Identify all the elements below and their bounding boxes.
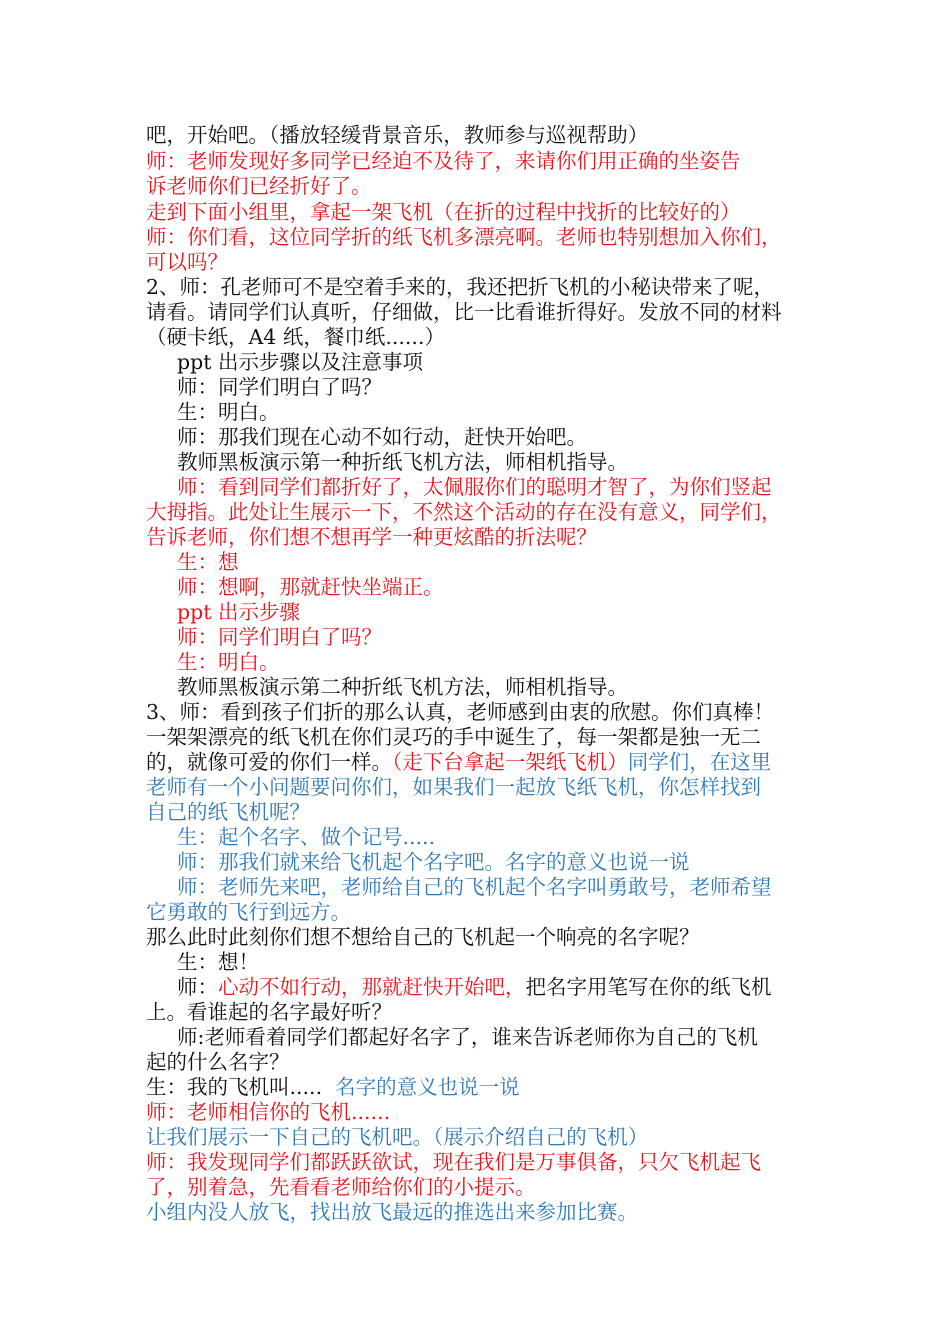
text-line: 那么此时此刻你们想不想给自己的飞机起一个响亮的名字呢？	[146, 925, 700, 949]
text-line: 师：老师先来吧，老师给自己的飞机起个名字叫勇敢号，老师希望	[177, 875, 772, 899]
text-line: 小组内没人放飞，找出放飞最远的推选出来参加比赛。	[146, 1200, 638, 1224]
text-line: 吧，开始吧。（播放轻缓背景音乐，教师参与巡视帮助）	[146, 123, 649, 147]
text-line: 师：同学们明白了吗？	[177, 625, 382, 649]
text-line: ppt 出示步骤以及注意事项	[177, 350, 423, 374]
text-line: 老师有一个小问题要问你们，如果我们一起放飞纸飞机，你怎样找到	[146, 775, 761, 799]
text-line: 生：明白。	[177, 400, 280, 424]
text-line: 生：想！	[177, 950, 259, 974]
text-line: 生：起个名字、做个记号.....	[177, 825, 436, 849]
text-line: 告诉老师，你们想不想再学一种更炫酷的折法呢？	[146, 525, 597, 549]
text-line: 让我们展示一下自己的飞机吧。（展示介绍自己的飞机）	[146, 1125, 649, 1149]
text-line: 师：我发现同学们都跃跃欲试，现在我们是万事俱备，只欠飞机起飞	[146, 1150, 761, 1174]
text-line: 教师黑板演示第二种折纸飞机方法，师相机指导。	[177, 675, 628, 699]
text-line: 师：老师相信你的飞机......	[146, 1100, 391, 1124]
text-line: 师：那我们就来给飞机起个名字吧。名字的意义也说一说	[177, 850, 690, 874]
text-line	[177, 975, 772, 1000]
text-segment: 把名字用笔写在你的纸飞机	[525, 975, 772, 999]
text-line: 教师黑板演示第一种折纸飞机方法，师相机指导。	[177, 450, 628, 474]
text-line: 起的什么名字？	[146, 1050, 290, 1074]
text-line: 生：明白。	[177, 650, 280, 674]
text-line: 2、师：孔老师可不是空着手来的，我还把折飞机的小秘诀带来了呢，	[146, 275, 775, 299]
text-line	[146, 750, 771, 775]
text-line: 上。看谁起的名字最好听？	[146, 1000, 392, 1024]
text-line: 师：老师发现好多同学已经迫不及待了，来请你们用正确的坐姿告	[146, 149, 741, 173]
text-line: 师:老师看着同学们都起好名字了，谁来告诉老师你为自己的飞机	[177, 1025, 758, 1049]
text-segment: 同学们，在这里	[627, 750, 772, 774]
text-segment: 心动不如行动，那就赶快开始吧，	[218, 975, 526, 999]
text-line: 生：想	[177, 550, 239, 574]
text-line: （硬卡纸，A4 纸，餐巾纸......）	[146, 325, 445, 349]
text-line: 了，别着急，先看看老师给你们的小提示。	[146, 1175, 536, 1199]
text-line: 一架架漂亮的纸飞机在你们灵巧的手中诞生了，每一架都是独一无二	[146, 725, 761, 749]
text-segment: 的，就像可爱的你们一样。	[146, 750, 392, 774]
text-line: 师：那我们现在心动不如行动，赶快开始吧。	[177, 425, 587, 449]
text-line: 3、师：看到孩子们折的那么认真，老师感到由衷的欣慰。你们真棒！	[146, 700, 775, 724]
text-line: 自己的纸飞机呢？	[146, 800, 310, 824]
text-segment: （走下台拿起一架纸飞机）	[392, 750, 628, 774]
text-line: 师：想啊，那就赶快坐端正。	[177, 575, 444, 599]
text-line: 走到下面小组里，拿起一架飞机（在折的过程中找折的比较好的）	[146, 200, 741, 224]
text-line: 大拇指。此处让生展示一下，不然这个活动的存在没有意义，同学们，	[146, 500, 782, 524]
text-segment: 生：我的飞机叫.....	[146, 1075, 336, 1099]
text-segment: 名字的意义也说一说	[335, 1075, 520, 1099]
text-line	[146, 1075, 520, 1100]
text-line: 可以吗？	[146, 250, 228, 274]
text-line: 它勇敢的飞行到远方。	[146, 900, 351, 924]
text-line: 请看。请同学们认真听，仔细做，比一比看谁折得好。发放不同的材料	[146, 300, 782, 324]
text-line: 师：你们看，这位同学折的纸飞机多漂亮啊。老师也特别想加入你们，	[146, 225, 782, 249]
text-line: 师：看到同学们都折好了，太佩服你们的聪明才智了，为你们竖起	[177, 475, 772, 499]
text-line: 师：同学们明白了吗？	[177, 375, 382, 399]
text-line: ppt 出示步骤	[177, 600, 300, 624]
text-line: 诉老师你们已经折好了。	[146, 174, 372, 198]
text-segment: 师：	[177, 975, 218, 999]
